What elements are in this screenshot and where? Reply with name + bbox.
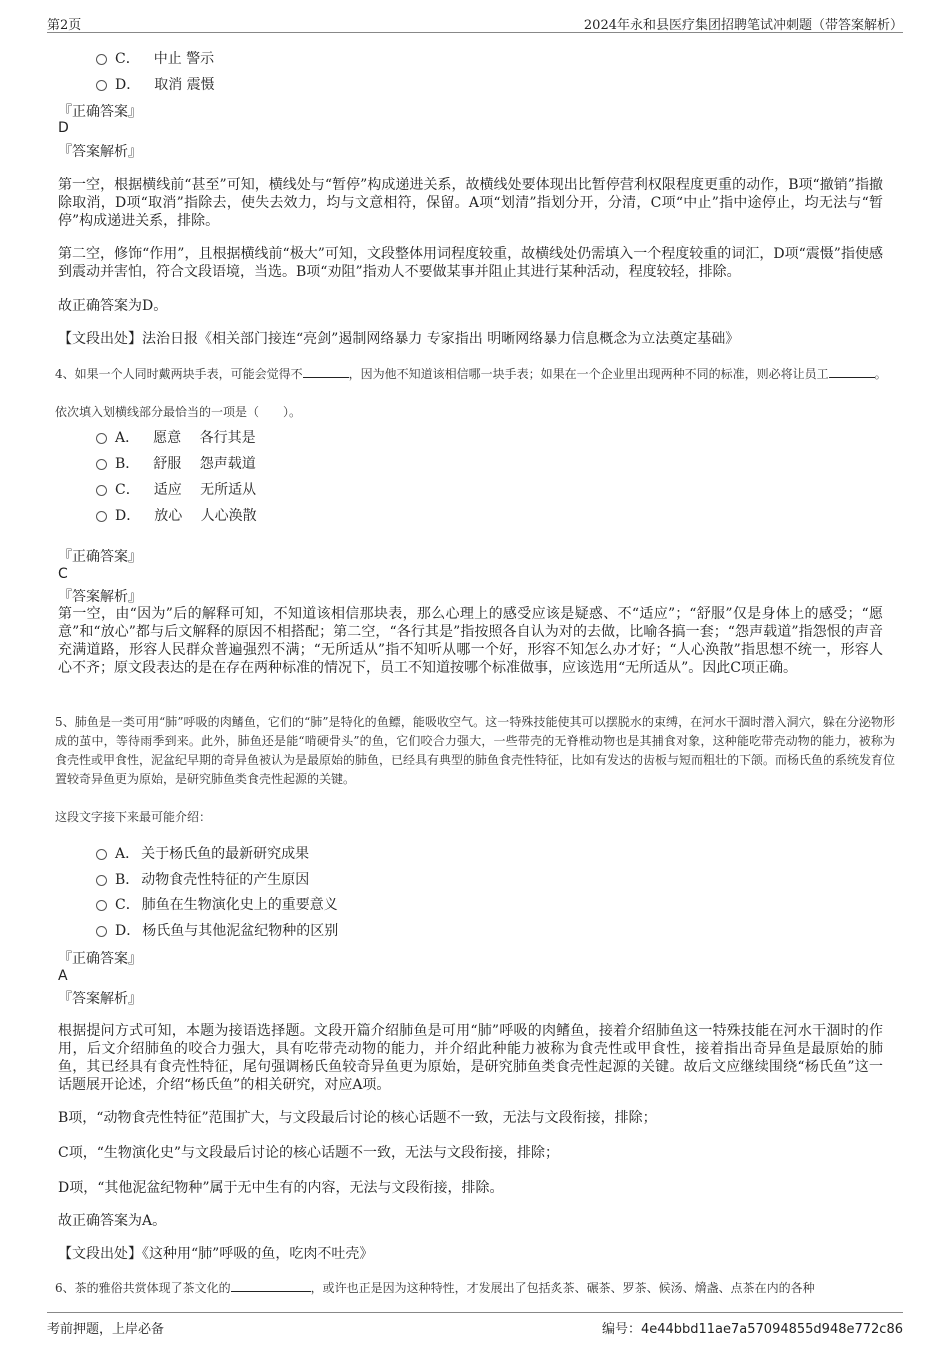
radio-icon[interactable] [96,80,107,91]
question-instruction: 依次填入划横线部分最恰当的一项是（ ）。 [55,405,302,419]
document-title: 2024年永和县医疗集团招聘笔试冲刺题（带答案解析） [583,18,903,33]
page-footer [47,1312,903,1339]
radio-icon[interactable] [96,485,107,496]
q4-option-a[interactable]: A． 愿意 各行其是 [96,427,256,447]
analysis-paragraph: 第二空，修饰“作用”，且根据横线前“极大”可知，文段整体用词程度较重，故横线处仍需填入一个程度较重的词汇，D项“震慑”指使感到震动并害怕，符合文段语境，当选。B项“劝阻”指劝人不要做某事并阻止其进行某种活动，程度较轻，排除。 [58,246,883,280]
analysis-conclusion: 故正确答案为D。 [58,298,168,314]
analysis-label: 『答案解析』 [58,589,142,605]
analysis-paragraph: 根据提问方式可知，本题为接语选择题。文段开篇介绍肺鱼是可用“肺”呼吸的肉鳍鱼，接着介绍肺鱼这一特殊技能在河水干涸时的作用，后文介绍肺鱼的咬合力强大，具有吃带壳动物的能力，并介绍此种能力被称为食壳性或甲食性，接着指出奇异鱼是最原始的肺鱼，其已经具有食壳性特征，尾句强调杨氏鱼较奇异鱼更为原始，是研究肺鱼类食壳性起源的关键。故后文应继续围绕“杨氏鱼”这一话题展开论述，介绍“杨氏鱼”的相关研究，对应A项。 [58,1023,883,1093]
analysis-label: 『答案解析』 [58,991,142,1007]
radio-icon[interactable] [96,926,107,937]
analysis-paragraph: 第一空，根据横线前“甚至”可知，横线处与“暂停”构成递进关系，故横线处要体现出比暂停营利权限程度更重的动作，B项“撤销”指撤除取消，D项“取消”指除去，使失去效力，均与文意相符，保留。A项“划清”指划分开，分清，C项“中止”指中途停止，均无法与“暂停”构成递进关系，排除。 [58,177,883,229]
answer-label: 『正确答案』 [58,549,142,565]
question-stem: 6、茶的雅俗共赏体现了茶文化的 ，或许也正是因为这种特性，才发展出了包括炙茶、碾茶、罗茶、候汤、熁盏、点茶在内的各种 [55,1281,815,1295]
radio-icon[interactable] [96,459,107,470]
q5-option-a[interactable]: A． 关于杨氏鱼的最新研究成果 [96,843,309,863]
document-code: 编号：4e44bbd11ae7a57094855d948e772c86 [601,1322,903,1337]
question-instruction: 这段文字接下来最可能介绍： [55,810,212,824]
answer-value: C [58,566,68,582]
question-stem: 5、肺鱼是一类可用“肺”呼吸的肉鳍鱼，它们的“肺”是特化的鱼鳔，能吸收空气。这一特殊技能使其可以摆脱水的束缚，在河水干涸时潜入洞穴，躲在分泌物形成的茧中，等待雨季到来。此外，肺鱼还是能“啃硬骨头”的鱼，它们咬合力强大，一些带壳的无脊椎动物也是其捕食对象，这种能吃带壳动物的能力，被称为食壳性或甲食性，泥盆纪早期的奇异鱼被认为是最原始的肺鱼，已经具有典型的肺鱼食壳性特征，比如有发达的齿板与短而粗壮的下颌。而杨氏鱼的系统发育位置较奇异鱼更为原始，是研究肺鱼类食壳性起源的关键。 [55,715,896,786]
q3-option-c[interactable]: C． 中止 警示 [96,48,214,68]
analysis-paragraph: B项，“动物食壳性特征”范围扩大，与文段最后讨论的核心话题不一致，无法与文段衔接，排除； [58,1110,657,1126]
radio-icon[interactable] [96,875,107,886]
q4-option-c[interactable]: C． 适应 无所适从 [96,479,256,499]
answer-value: A [58,968,68,984]
source-citation: 【文段出处】法治日报《相关部门接连“亮剑”遏制网络暴力 专家指出 明晰网络暴力信息概念为立法奠定基础》 [58,331,740,347]
analysis-paragraph: 第一空，由“因为”后的解释可知，不知道该相信那块表，那么心理上的感受应该是疑惑、不“适应”；“舒服”仅是身体上的感受；“愿意”和“放心”都与后文解释的原因不相搭配；第二空，“各行其是”指按照各自认为对的去做，比喻各搞一套；“怨声载道”指怨恨的声音充满道路，形容人民群众普遍强烈不满；“无所适从”指不知听从哪一个好，形容不知怎么办才好；“人心涣散”指思想不统一，形容人心不齐；原文段表达的是在存在两种标准的情况下，员工不知道按哪个标准做事，应该选用“无所适从”。因此C项正确。 [58,606,883,676]
q3-option-d[interactable]: D． 取消 震慑 [96,74,215,94]
answer-value: D [58,120,69,136]
radio-icon[interactable] [96,433,107,444]
q5-option-c[interactable]: C． 肺鱼在生物演化史上的重要意义 [96,894,338,914]
q4-option-d[interactable]: D． 放心 人心涣散 [96,505,257,525]
analysis-paragraph: D项，“其他泥盆纪物种”属于无中生有的内容，无法与文段衔接，排除。 [58,1180,504,1196]
source-citation: 【文段出处】《这种用“肺”呼吸的鱼，吃肉不吐壳》 [58,1246,374,1262]
page-number: 第2页 [47,18,82,33]
radio-icon[interactable] [96,511,107,522]
analysis-conclusion: 故正确答案为A。 [58,1213,167,1229]
page-header [47,10,903,33]
radio-icon[interactable] [96,849,107,860]
answer-label: 『正确答案』 [58,951,142,967]
answer-label: 『正确答案』 [58,104,142,120]
radio-icon[interactable] [96,900,107,911]
q5-option-b[interactable]: B． 动物食壳性特征的产生原因 [96,869,309,889]
q5-option-d[interactable]: D． 杨氏鱼与其他泥盆纪物种的区别 [96,920,338,940]
q4-option-b[interactable]: B． 舒服 怨声载道 [96,453,256,473]
radio-icon[interactable] [96,54,107,65]
question-stem: 4、如果一个人同时戴两块手表，可能会觉得不 ，因为他不知道该相信哪一块手表；如果在一个企业里出现两种不同的标准，则必将让员工 。 [55,367,887,381]
footer-slogan: 考前押题，上岸必备 [47,1322,165,1337]
analysis-paragraph: C项，“生物演化史”与文段最后讨论的核心话题不一致，无法与文段衔接，排除； [58,1145,560,1161]
analysis-label: 『答案解析』 [58,144,142,160]
